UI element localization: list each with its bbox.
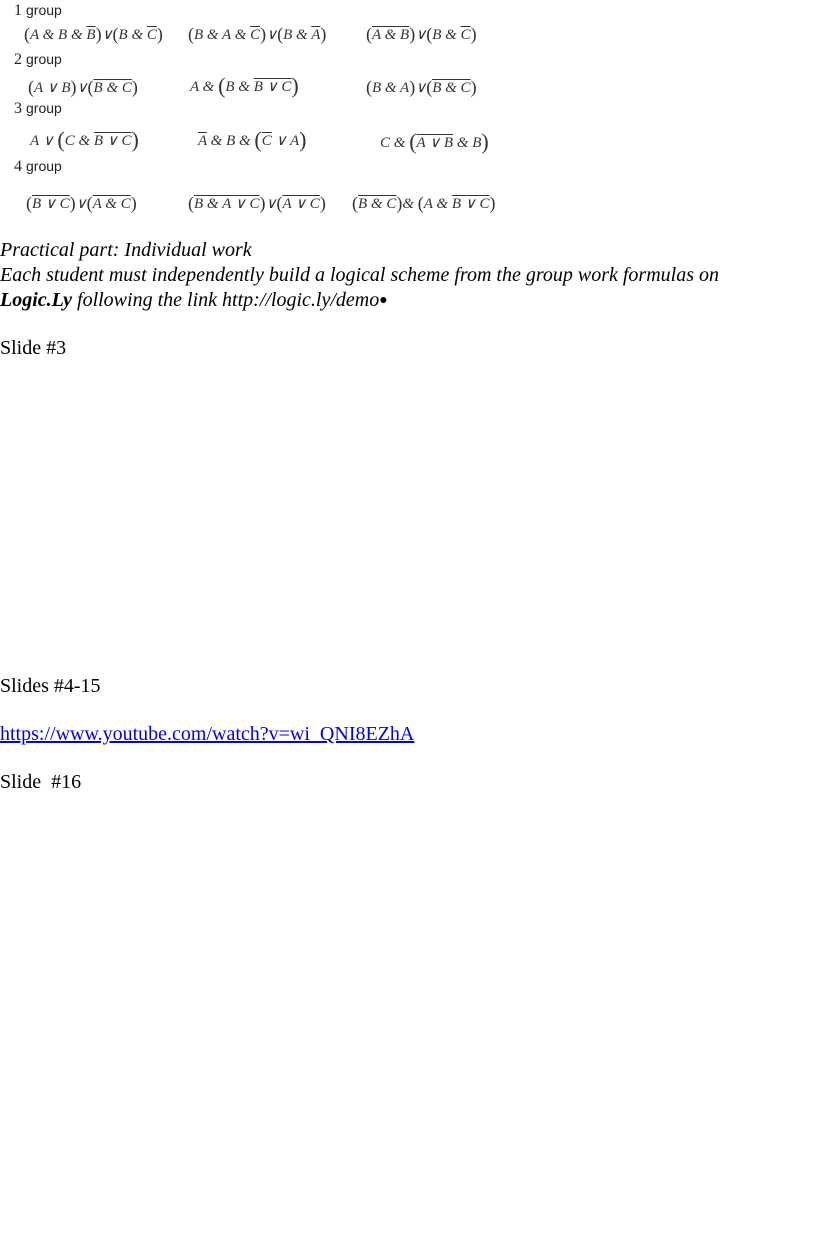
group-word: group xyxy=(26,51,62,67)
formula-1-2: (B & A & $\overline{C})\vee(B$ & $\overline{A}$) xyxy=(188,24,327,44)
bullet-icon: ● xyxy=(379,293,388,308)
video-link-row xyxy=(0,722,414,746)
formula-2-1: (A ∨ B)∨(B & C) xyxy=(28,77,138,97)
practical-link-text: following the link http://logic.ly/demo xyxy=(72,289,380,311)
youtube-link[interactable]: https://www.youtube.com/watch?v=wi_QNI8EZhA xyxy=(0,723,415,745)
formula-4-3: (B & C)& (A & B ∨ C) xyxy=(352,193,496,213)
formula-4-1: (B ∨ C)∨(A & C) xyxy=(26,193,137,213)
group-label-4 xyxy=(14,158,62,176)
logicly-name: Logic.Ly xyxy=(0,289,73,311)
formula-3-2: $\overline{A}$ & B & ($\overline{C}$ ∨ A) xyxy=(198,127,307,152)
slide-16-heading: Slide #16 xyxy=(0,771,82,793)
formula-1-3: (A & B)∨(B & $\overline{C}$) xyxy=(366,24,477,44)
group-number: 4 xyxy=(14,158,22,175)
slides-4-15-heading: Slides #4-15 xyxy=(0,675,101,697)
formula-2-3: (B & A)∨(B & C) xyxy=(366,77,477,97)
group-label-3 xyxy=(14,100,62,118)
practical-title: Practical part: Individual work xyxy=(0,239,252,261)
group-number: 3 xyxy=(14,100,22,117)
group-number: 2 xyxy=(14,51,22,68)
formula-4-2: (B & A ∨ C)∨(A ∨ C) xyxy=(188,193,326,213)
group-number: 1 xyxy=(14,2,22,19)
formula-2-2: A & (B & B ∨ C) xyxy=(190,73,299,98)
formula-3-1: A ∨ (C & B ∨ C) xyxy=(30,127,139,152)
practical-instruction-line2 xyxy=(0,288,388,313)
group-word: group xyxy=(26,100,62,116)
slide-3-heading: Slide #3 xyxy=(0,337,67,359)
group-word: group xyxy=(26,158,62,174)
formula-image xyxy=(0,0,520,230)
group-label-2 xyxy=(14,51,62,69)
group-word: group xyxy=(26,2,62,18)
practical-instruction-line1: Each student must independently build a logical scheme from the group work formulas on xyxy=(0,264,719,286)
formula-3-3: C & (A ∨ B & B) xyxy=(380,129,489,154)
group-label-1 xyxy=(14,2,62,20)
formula-1-1: (A & B & $\overline{B})\vee(B$ & $\overline{C}$) xyxy=(24,24,163,44)
